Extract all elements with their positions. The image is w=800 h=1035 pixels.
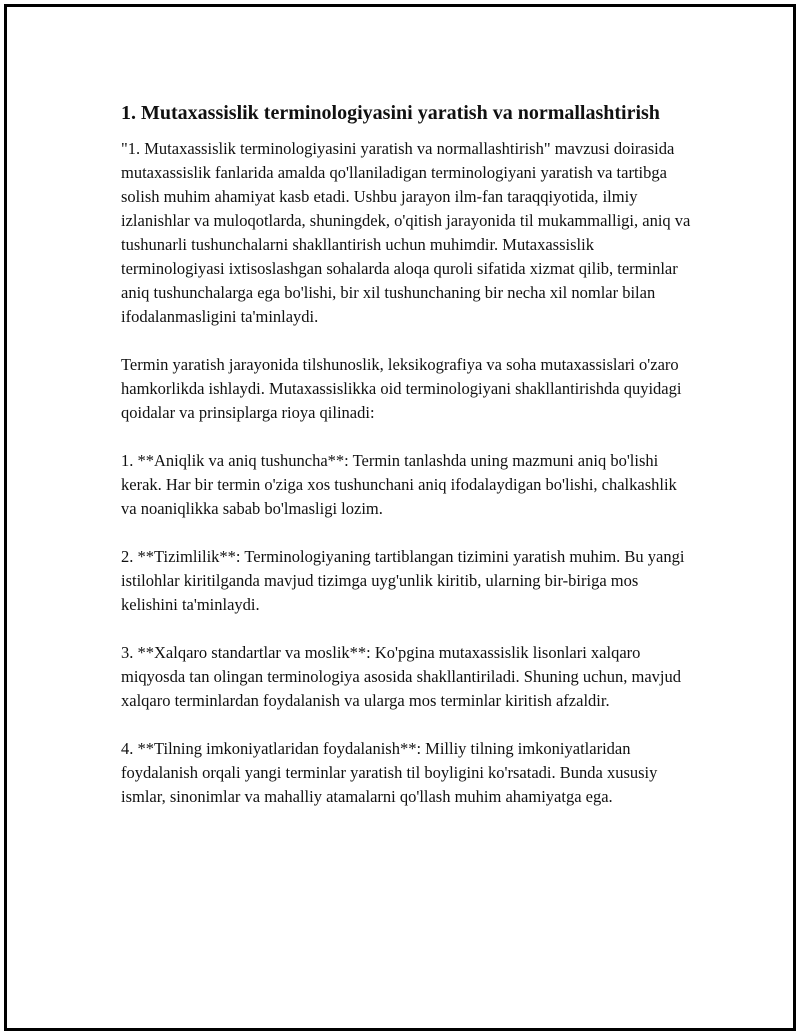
principle-item-systematicity: 2. **Tizimlilik**: Terminologiyaning tartiblangan tizimini yaratish muhim. Bu yangi istilohlar kiritilganda mavjud tizimga uyg'unlik kiritib, ularning bir-biriga mos kelishini ta'minlaydi. bbox=[121, 547, 685, 614]
intro-paragraph: "1. Mutaxassislik terminologiyasini yaratish va normallashtirish" mavzusi doirasida mutaxassislik fanlarida amalda qo'llaniladigan terminologiyani yaratish va tartibga solish muhim ahamiyat kasb etadi. Ushbu jarayon ilm-fan taraqqiyotida, ilmiy izlanishlar va muloqotlarda, shuningdek, o'qitish jarayonida til mukammalligi, aniq va tushunarli tushunchalarni shakllantirish uchun muhimdir. Mutaxassislik terminologiyasi ixtisoslashgan sohalarda aloqa quroli sifatida xizmat qilib, terminlar aniq tushunchalarga ega bo'lishi, bir xil tushunchaning bir necha xil nomlar bilan ifodalanmasligini ta'minlaydi. bbox=[121, 139, 691, 326]
document-body bbox=[121, 99, 693, 833]
principle-item-accuracy: 1. **Aniqlik va aniq tushuncha**: Termin tanlashda uning mazmuni aniq bo'lishi kerak. Har bir termin o'ziga xos tushunchani aniq ifodalaydigan bo'lishi, chalkashlik va noaniqlikka sabab bo'lmasligi lozim. bbox=[121, 451, 677, 518]
principle-item-international-standards: 3. **Xalqaro standartlar va moslik**: Ko'pgina mutaxassislik lisonlari xalqaro miqyosda tan olingan terminologiya asosida shakllantiriladi. Shuning uchun, mavjud xalqaro terminlardan foydalanish va ularga mos terminlar kiritish afzaldir. bbox=[121, 643, 682, 710]
principle-item-language-resources: 4. **Tilning imkoniyatlaridan foydalanish**: Milliy tilning imkoniyatlaridan foydalanish orqali yangi terminlar yaratish til boyligini ko'rsatadi. Bunda xususiy ismlar, sinonimlar va mahalliy atamalarni qo'llash muhim ahamiyatga ega. bbox=[121, 739, 658, 806]
page-frame bbox=[4, 4, 796, 1031]
process-paragraph: Termin yaratish jarayonida tilshunoslik, leksikografiya va soha mutaxassislari o'zaro hamkorlikda ishlaydi. Mutaxassislikka oid terminologiyani shakllantirishda quyidagi qoidalar va prinsiplarga rioya qilinadi: bbox=[121, 355, 682, 422]
document-title: 1. Mutaxassislik terminologiyasini yaratish va normallashtirish bbox=[121, 102, 660, 124]
